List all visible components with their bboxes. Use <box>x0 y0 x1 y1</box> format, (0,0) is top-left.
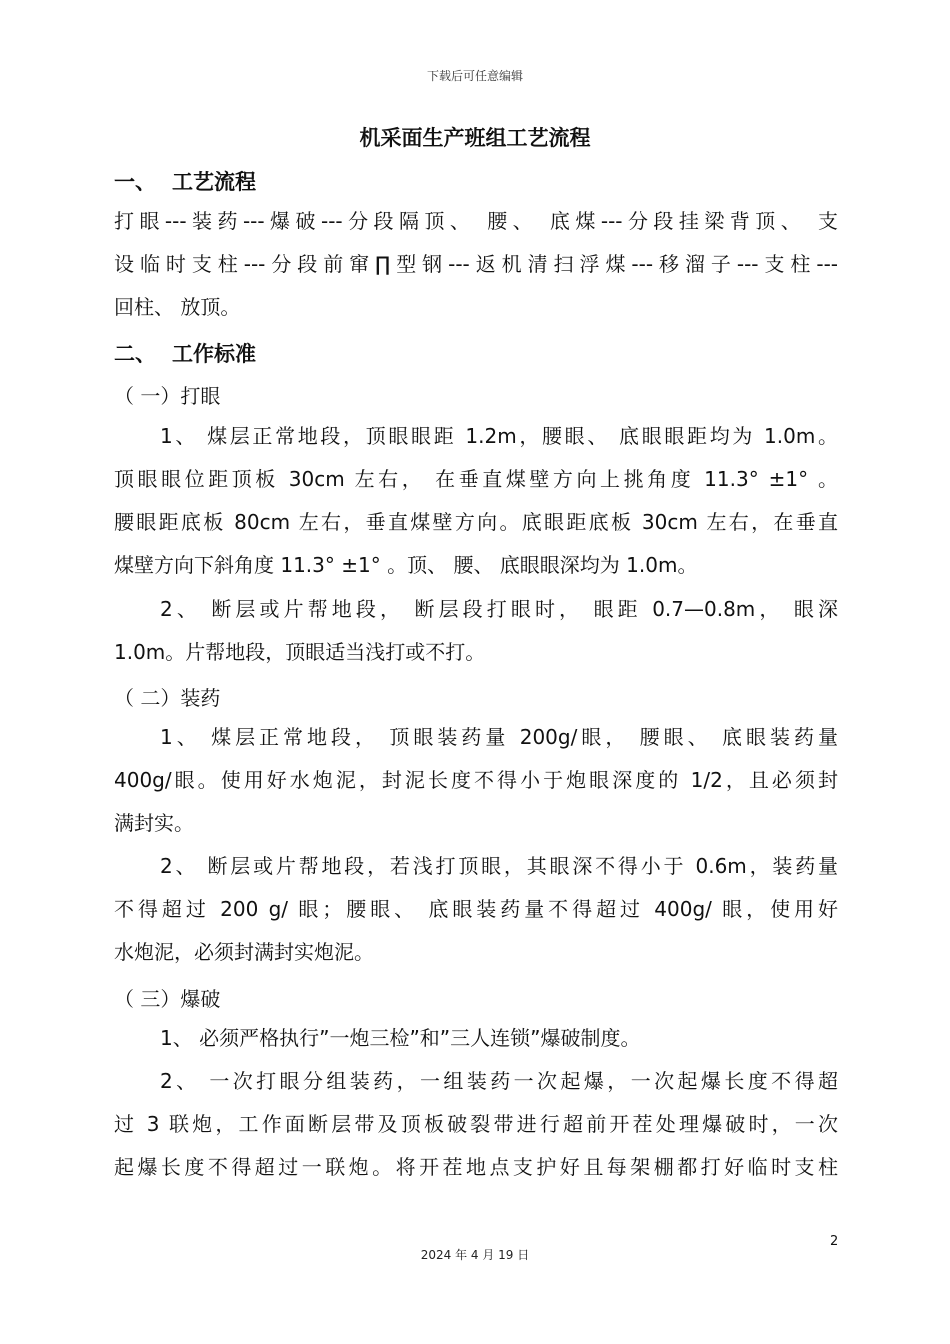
subsection-heading-drilling: （ 一）打眼 <box>114 384 221 408</box>
subsection-heading-charging: （ 二）装药 <box>114 686 221 710</box>
paragraph-line: 满封实。 <box>114 811 194 835</box>
paragraph-line: 起爆长度不得超过一联炮。将开茬地点支护好且每架棚都打好临时支柱 <box>114 1155 838 1179</box>
charging-paragraph-2 <box>114 845 838 974</box>
section-number: 一、 <box>114 170 156 194</box>
section-title: 工作标准 <box>172 342 256 366</box>
section-heading-1 <box>114 166 256 196</box>
footer-date: 2024 年 4 月 19 日 <box>420 1248 530 1262</box>
drilling-paragraph-2 <box>114 588 838 674</box>
paragraph-line: 2、 断层或片帮地段，若浅打顶眼，其眼深不得小于 0.6m，装药量 <box>160 854 838 878</box>
paragraph-line: 设临时支柱---分段前窜∏型钢---返机清扫浮煤---移溜子---支柱--- <box>114 252 838 276</box>
charging-paragraph-1 <box>114 716 838 845</box>
paragraph-line: 1、 煤层正常地段， 顶眼装药量 200g/眼， 腰眼、 底眼装药量 <box>160 725 838 749</box>
paragraph-line: 打眼---装药---爆破---分段隔顶、 腰、 底煤---分段挂梁背顶、 支 <box>114 209 838 233</box>
process-paragraph <box>114 200 838 329</box>
paragraph-line: 水炮泥，必须封满封实炮泥。 <box>114 940 374 964</box>
paragraph-line: 400g/眼。使用好水炮泥，封泥长度不得小于炮眼深度的 1/2，且必须封 <box>114 768 838 792</box>
subsection-heading-blasting: （ 三）爆破 <box>114 987 221 1011</box>
blasting-paragraph-2 <box>114 1060 838 1189</box>
page-number: 2 <box>830 1234 839 1249</box>
paragraph-line: 1、 必须严格执行”一炮三检”和”三人连锁”爆破制度。 <box>160 1026 641 1050</box>
paragraph-line: 1、 煤层正常地段，顶眼眼距 1.2m，腰眼、 底眼眼距均为 1.0m。 <box>160 424 838 448</box>
paragraph-line: 煤壁方向下斜角度 11.3° ±1° 。顶、 腰、 底眼眼深均为 1.0m。 <box>114 553 698 577</box>
paragraph-line: 回柱、 放顶。 <box>114 295 241 319</box>
blasting-paragraph-1 <box>114 1017 838 1060</box>
section-number: 二、 <box>114 342 156 366</box>
paragraph-line: 过 3 联炮，工作面断层带及顶板破裂带进行超前开茬处理爆破时，一次 <box>114 1112 838 1136</box>
paragraph-line: 顶眼眼位距顶板 30cm 左右， 在垂直煤壁方向上挑角度 11.3° ±1° 。 <box>114 467 838 491</box>
header-note: 下载后可任意编辑 <box>426 69 523 83</box>
paragraph-line: 2、 一次打眼分组装药，一组装药一次起爆，一次起爆长度不得超 <box>160 1069 838 1093</box>
paragraph-line: 腰眼距底板 80cm 左右，垂直煤壁方向。底眼距底板 30cm 左右，在垂直 <box>114 510 838 534</box>
page-title: 机采面生产班组工艺流程 <box>359 126 591 150</box>
paragraph-line: 1.0m。片帮地段，顶眼适当浅打或不打。 <box>114 640 486 664</box>
paragraph-line: 不得超过 200 g/ 眼；腰眼、 底眼装药量不得超过 400g/ 眼，使用好 <box>114 897 838 921</box>
paragraph-line: 2、 断层或片帮地段， 断层段打眼时， 眼距 0.7—0.8m， 眼深 <box>160 597 838 621</box>
section-title: 工艺流程 <box>172 170 256 194</box>
section-heading-2 <box>114 338 256 368</box>
drilling-paragraph-1 <box>114 415 838 587</box>
